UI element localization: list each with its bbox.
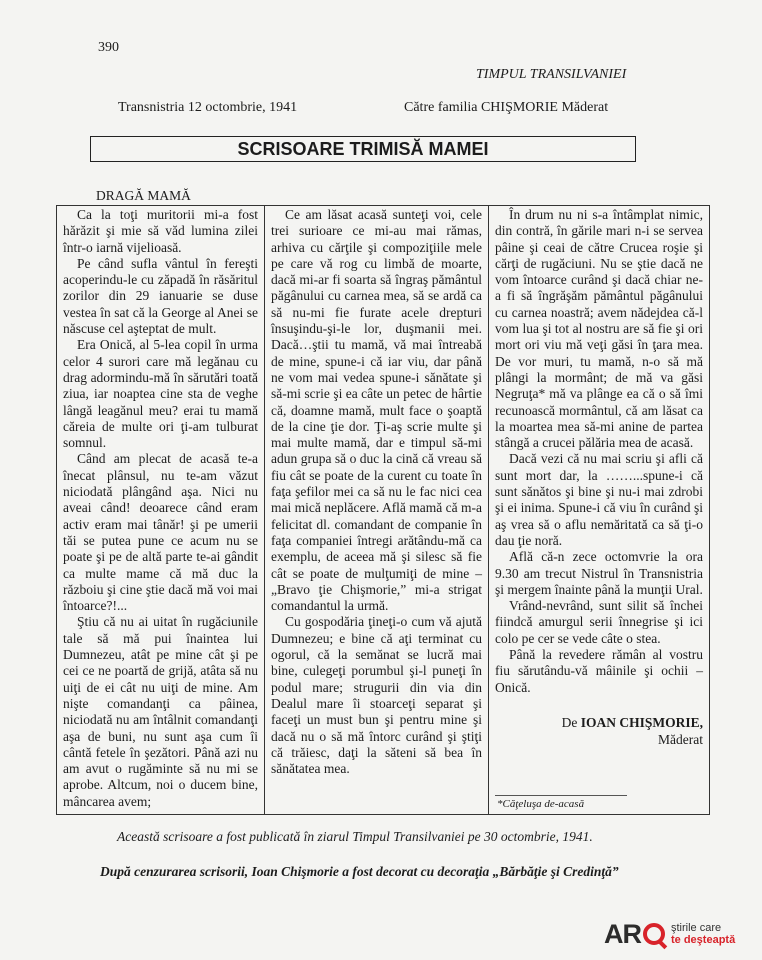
paragraph: Ştiu că nu ai uitat în rugăciunile tale să mă pui înaintea lui Dumnezeu, atât pe mine cât şi pe cei ce ne poartă de grijă, atâta să nu uiţi de ei cât nu uiţi de mine. Am nişte comandanţi ca pâinea, niciodată nu am întâlnit comandanţi aşa de buni, nu sunt aşa cum îi cântă fetele în şezători. Până azi nu am avut o rugăminte să nu mi se aprobe. Altcum, noi o ducem bine, mâncarea avem; [63,614,258,809]
paragraph: În drum nu ni s-a întâmplat nimic, din contră, în gările mari n-i se servea pâine şi ceai de către Crucea roşie şi cărţi de rugăciuni. Nu se ştie dacă ne vom întoarce curând şi dacă chiar ne-a fi să îngrăşăm pământul păgânului cu carnea noastră; avem nădejdea că-l vom lua şi tot al nostru are să fie şi ori mort ori viu mă veţi găsi în ţara mea. De vor muri, tu mamă, n-o să mă plângi la mormânt; de mă va găsi Negruţa* mă va plânge ea că o să îmi recunoască mormântul, că am lăsat ca la moartea mea să-mi anine de partea stângă a crucei pălăria mea de acasă. [495,207,703,451]
paragraph: Află că-n zece octomvrie la ora 9.30 am trecut Nistrul în Transnistria şi mergem înainte până la munţii Ural. [495,549,703,597]
journal-name: TIMPUL TRANSILVANIEI [476,67,627,82]
footnote: *Căţeluşa de-acasă [497,798,585,810]
logo-text: AR [604,919,641,949]
publication-note: Această scrisoare a fost publicată în ziarul Timpul Transilvaniei pe 30 octombrie, 1941. [117,829,593,844]
paragraph: Până la revedere rămân al vostru fiu sărutându-vă mâinile şi ochii – Onică. [495,647,703,695]
signature-name: IOAN CHIŞMORIE, [580,714,703,730]
signature-place: Măderat [658,731,703,747]
logo-tagline [671,922,735,946]
decoration-note: După cenzurarea scrisorii, Ioan Chişmorie a fost decorat cu decoraţia „Bărbăţie şi Credinţă” [100,864,619,879]
signature [495,714,703,748]
signature-prefix: De [561,714,578,730]
column-2 [264,206,488,814]
paragraph: Ca la toţi muritorii mi-a fost hărăzit şi mie să văd lumina zilei într-o iarnă vijelioasă. [63,207,258,255]
letter-columns [56,205,710,815]
recipient: Către familia CHIŞMORIE Măderat [404,100,609,115]
arq-logo [604,918,735,950]
magnifier-q-icon [643,923,665,945]
page-number: 390 [98,40,119,55]
tagline-line-1: ştirile care [671,922,722,934]
column-1 [56,206,264,814]
paragraph: Pe când sufla vântul în fereşti acoperindu-le cu zăpadă în răsăritul zorilor din 29 ianuarie se duse vestea în sat că la George al Anei se născuse cel aşteptat de mult. [63,255,258,337]
place-date: Transnistria 12 octombrie, 1941 [118,100,298,115]
tagline-line-2: te deşteaptă [671,934,736,946]
paragraph: Vrând-nevrând, sunt silit să închei fiindcă amurgul serii înnegrise şi ici colo pe cer se vede câte o stea. [495,598,703,646]
paragraph: Ce am lăsat acasă sunteţi voi, cele trei surioare ce mi-au mai rămas, arhiva cu cărţile şi compoziţiile mele pe care vă rog cu limbă de moarte, dacă mi-ar fi soarta să îngraş pământul păgânului cu carnea mea, să se ardă ca să nu-mi fie furate acele drepturi însuşindu-şi-le lor, duşmanii mei. Dacă…ştii tu mamă, vă mai întreabă de mine, spune-i că iar viu, dar până ne vom mai vedea spune-i sănătate şi să-mi scrie şi ea câte un petec de hârtie că, doamne mamă, mult face o şoaptă de la cine ţie dor. Ţi-aş scrie multe şi mai multe mamă, dar e timpul să-mi adun grupa să o duc la cină că vreau să fiu cât se poate de la curent cu toate în faţa şefilor mei ca să nu le fac nici cea mai mică neplăcere. Află mamă că m-a felicitat dl. comandant de companie în faţa companiei întregi arătându-mă ca exemplu, de aceea mă şi silesc să fie cât se poate de mulţumiţi de mine – „Bravo ţie Chişmorie,” mi-a strigat comandantul la urmă. [271,207,483,614]
salutation: DRAGĂ MAMĂ [96,188,191,203]
paragraph: Când am plecat de acasă te-a înecat plânsul, nu te-am văzut niciodată plângând aşa. Nici nu aveai când! deoarece când eram activ eram mai tânăr! şi pe umerii tăi se putea pune ce acum nu se poate şi pe de altă parte te-ai gândit ca multe mame că mă duc la războiu şi cine ştie dacă mă voi mai întoarce?!... [63,451,258,614]
paragraph: Dacă vezi că nu mai scriu şi afli că sunt mort dar, la ……...spune-i că sunt sănătos şi bine şi nu-i mai zdrobi şi ei inima. Spune-i că viu în curând şi aş vrea să o aflu nemăritată ca să ţi-o dau ţie noră. [495,451,703,548]
column-3 [488,206,710,814]
footnote-divider [495,795,627,796]
paragraph: Cu gospodăria ţineţi-o cum vă ajută Dumnezeu; e bine că aţi terminat cu ogorul, că la semănat se lucră mai bine, culegeţi porumbul şi-l puneţi în podul mare; strugurii din via din Dealul mare îi stoarceţi separat şi faceţi un must bun şi pentru mine şi dacă nu o să mă întorc curând şi ştiţi că trăiesc, daţi la săteni să bea în sănătatea mea. [271,614,482,777]
letter-title: SCRISOARE TRIMISĂ MAMEI [90,136,636,162]
paragraph: Era Onică, al 5-lea copil în urma celor 4 surori care mă legănau cu drag adormindu-mă în sărutări toată ziua, iar noaptea cine sta de veghe lângă leagănul meu? erai tu mamă căreia de multe ori ţi-am tulburat somnul. [63,337,258,451]
